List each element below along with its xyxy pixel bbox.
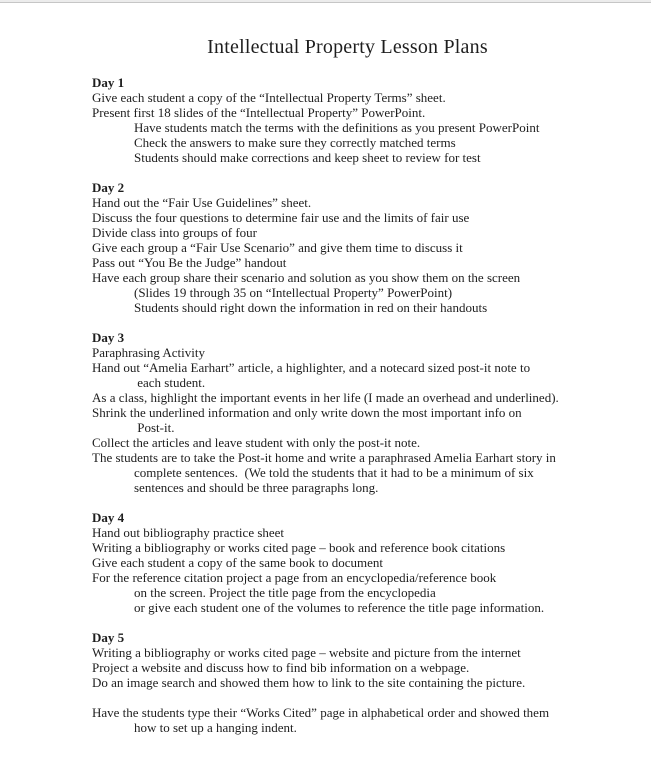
lesson-line: Have students match the terms with the definitions as you present PowerPoint [134, 120, 540, 135]
section-day-3 [92, 330, 611, 495]
day-heading: Day 1 [92, 75, 125, 90]
lesson-line: Give each student a copy of the same book to document [92, 555, 383, 570]
lesson-line: Have the students type their “Works Cited” page in alphabetical order and showed them [92, 705, 550, 720]
lesson-line: sentences and should be three paragraphs long. [134, 480, 379, 495]
lesson-line: or give each student one of the volumes to reference the title page information. [134, 600, 545, 615]
page-content [0, 3, 651, 735]
day-heading: Day 2 [92, 180, 125, 195]
lesson-line: For the reference citation project a page from an encyclopedia/reference book [92, 570, 497, 585]
lesson-line: Writing a bibliography or works cited page – book and reference book citations [92, 540, 506, 555]
lesson-line: each student. [134, 375, 206, 390]
lesson-line: Give each group a “Fair Use Scenario” and give them time to discuss it [92, 240, 463, 255]
lesson-line: on the screen. Project the title page from the encyclopedia [134, 585, 436, 600]
lesson-line: The students are to take the Post-it home and write a paraphrased Amelia Earhart story in [92, 450, 556, 465]
lesson-line: Pass out “You Be the Judge” handout [92, 255, 287, 270]
lesson-line: Collect the articles and leave student with only the post-it note. [92, 435, 421, 450]
lesson-line: Hand out “Amelia Earhart” article, a highlighter, and a notecard sized post-it note to [92, 360, 531, 375]
lesson-line: Hand out the “Fair Use Guidelines” sheet. [92, 195, 312, 210]
lesson-line: Students should right down the information in red on their handouts [134, 300, 488, 315]
lesson-line: Project a website and discuss how to find bib information on a webpage. [92, 660, 470, 675]
section-day-5 [92, 630, 611, 735]
day-heading: Day 5 [92, 630, 125, 645]
lesson-line [92, 690, 611, 705]
lesson-line: Discuss the four questions to determine fair use and the limits of fair use [92, 210, 470, 225]
section-day-4 [92, 510, 611, 615]
day-heading: Day 3 [92, 330, 125, 345]
document-title: Intellectual Property Lesson Plans [207, 36, 488, 58]
lesson-line: Paraphrasing Activity [92, 345, 206, 360]
lesson-line: Shrink the underlined information and only write down the most important info on [92, 405, 522, 420]
lesson-line: Writing a bibliography or works cited page – website and picture from the internet [92, 645, 521, 660]
document-body [92, 75, 611, 735]
lesson-line: Check the answers to make sure they correctly matched terms [134, 135, 456, 150]
day-heading: Day 4 [92, 510, 125, 525]
lesson-line: Divide class into groups of four [92, 225, 258, 240]
lesson-line: As a class, highlight the important events in her life (I made an overhead and underlined). [92, 390, 559, 405]
section-day-1 [92, 75, 611, 165]
lesson-line: complete sentences. (We told the students that it had to be a minimum of six [134, 465, 534, 480]
lesson-line: Have each group share their scenario and solution as you show them on the screen [92, 270, 521, 285]
lesson-line: Do an image search and showed them how to link to the site containing the picture. [92, 675, 526, 690]
lesson-line: Students should make corrections and keep sheet to review for test [134, 150, 481, 165]
lesson-line: (Slides 19 through 35 on “Intellectual Property” PowerPoint) [134, 285, 453, 300]
section-day-2 [92, 180, 611, 315]
lesson-line: Give each student a copy of the “Intellectual Property Terms” sheet. [92, 90, 446, 105]
lesson-line: Present first 18 slides of the “Intellectual Property” PowerPoint. [92, 105, 426, 120]
lesson-line: Post-it. [134, 420, 175, 435]
lesson-line: how to set up a hanging indent. [134, 720, 297, 735]
lesson-line: Hand out bibliography practice sheet [92, 525, 285, 540]
